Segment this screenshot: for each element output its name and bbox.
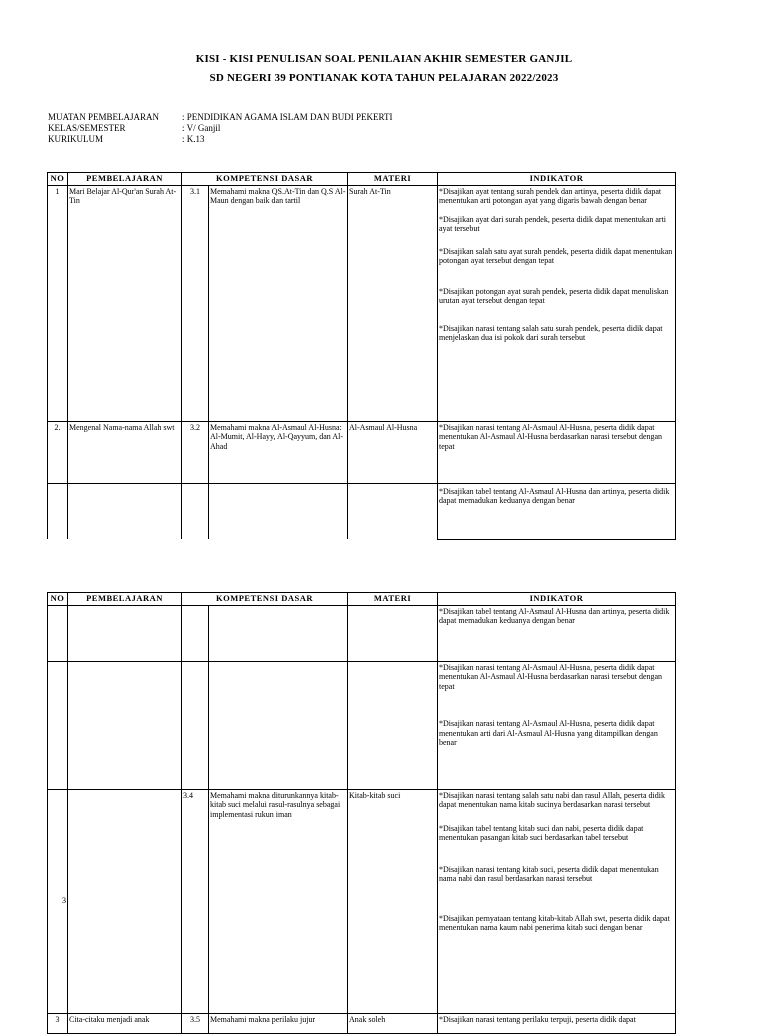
row-materi bbox=[348, 605, 438, 661]
row-kd-number: 3.5 bbox=[182, 1013, 209, 1033]
table-row bbox=[48, 483, 676, 539]
col-header-no: NO bbox=[48, 173, 68, 186]
table-row bbox=[48, 789, 676, 1013]
col-header-pembelajaran: PEMBELAJARAN bbox=[68, 593, 182, 606]
row-indikator bbox=[438, 185, 676, 421]
row-indikator bbox=[438, 789, 676, 1013]
indikator-item: *Disajikan narasi tentang Al-Asmaul Al-Husna, peserta didik dapat menentukan arti dari Al-Asmaul Al-Husna yang ditampilkan dengan benar bbox=[439, 719, 658, 747]
row-kd-number: 3.1 bbox=[182, 185, 209, 421]
row-pembelajaran bbox=[68, 789, 182, 1013]
indikator-item: *Disajikan narasi tentang salah satu nabi dan rasul Allah, peserta didik dapat menentukan nama kitab sucinya berdasarkan narasi tersebut bbox=[439, 790, 665, 809]
table-row bbox=[48, 661, 676, 789]
col-header-kompetensi-dasar: KOMPETENSI DASAR bbox=[182, 593, 348, 606]
table-row bbox=[48, 185, 676, 421]
row-indikator: *Disajikan tabel tentang Al-Asmaul Al-Husna dan artinya, peserta didik dapat memadukan keduanya dengan benar bbox=[438, 605, 676, 661]
row-kompetensi-dasar: Memahami makna diturunkannya kitab-kitab suci melalui rasul-rasulnya sebagai implementasi rukun iman bbox=[209, 789, 348, 1013]
row-materi: Al-Asmaul Al-Husna bbox=[348, 421, 438, 483]
meta-row-muatan: MUATAN PEMBELAJARAN : PENDIDIKAN AGAMA ISLAM DAN BUDI PEKERTI bbox=[48, 112, 393, 122]
meta-row-kelas: KELAS/SEMESTER : V/ Ganjil bbox=[48, 123, 221, 133]
col-header-indikator: INDIKATOR bbox=[438, 173, 676, 186]
table-header-row bbox=[48, 173, 676, 186]
row-kompetensi-dasar: Memahami makna perilaku jujur bbox=[209, 1013, 348, 1033]
row-no: 2. bbox=[48, 421, 68, 483]
table-row bbox=[48, 1013, 676, 1033]
table-row bbox=[48, 605, 676, 661]
row-kompetensi-dasar: Memahami makna Al-Asmaul Al-Husna: Al-Mumit, Al-Hayy, Al-Qayyum, dan Al-Ahad bbox=[209, 421, 348, 483]
row-pembelajaran bbox=[68, 661, 182, 789]
document-title-line2: SD NEGERI 39 PONTIANAK KOTA TAHUN PELAJARAN 2022/2023 bbox=[209, 72, 559, 84]
col-header-materi: MATERI bbox=[348, 593, 438, 606]
row-no: 3 bbox=[48, 1013, 68, 1033]
col-header-no: NO bbox=[48, 593, 68, 606]
col-header-indikator: INDIKATOR bbox=[438, 593, 676, 606]
meta-row-kurikulum: KURIKULUM : K.13 bbox=[48, 134, 205, 144]
table-row bbox=[48, 421, 676, 483]
col-header-kompetensi-dasar: KOMPETENSI DASAR bbox=[182, 173, 348, 186]
indikator-item: *Disajikan narasi tentang salah satu surah pendek, peserta didik dapat menjelaskan dua isi pokok dari surah tersebut bbox=[439, 323, 663, 342]
row-materi: Anak soleh bbox=[348, 1013, 438, 1033]
row-materi bbox=[348, 483, 438, 539]
row-kd-number: 3.2 bbox=[182, 421, 209, 483]
meta-block bbox=[48, 112, 392, 145]
row-pembelajaran bbox=[68, 483, 182, 539]
row-kd-number bbox=[182, 483, 209, 539]
row-no bbox=[48, 789, 68, 1013]
table-header-row bbox=[48, 593, 676, 606]
row-indikator: *Disajikan narasi tentang Al-Asmaul Al-Husna, peserta didik dapat menentukan Al-Asmaul Al-Husna berdasarkan narasi tersebut dengan tepat bbox=[438, 421, 676, 483]
row-pembelajaran: Mengenal Nama-nama Allah swt bbox=[68, 421, 182, 483]
row-no bbox=[48, 661, 68, 789]
row-kompetensi-dasar bbox=[209, 483, 348, 539]
row-no-value: 3 bbox=[62, 896, 66, 906]
indikator-item: *Disajikan ayat tentang surah pendek dan artinya, peserta didik dapat menentukan arti potongan ayat yang digaris bawah dengan benar bbox=[439, 186, 662, 205]
document-title-line1: KISI - KISI PENULISAN SOAL PENILAIAN AKHIR SEMESTER GANJIL bbox=[195, 53, 573, 65]
row-kd-number: 3.4 bbox=[182, 789, 209, 1013]
indikator-item: *Disajikan tabel tentang kitab suci dan nabi, peserta didik dapat menentukan pasangan kitab suci berdasarkan tabel tersebut bbox=[439, 823, 644, 842]
row-indikator bbox=[438, 661, 676, 789]
kisi-table-1 bbox=[47, 172, 676, 540]
col-header-materi: MATERI bbox=[348, 173, 438, 186]
row-kompetensi-dasar bbox=[209, 605, 348, 661]
indikator-item: *Disajikan potongan ayat surah pendek, peserta didik dapat menuliskan urutan ayat tersebut dengan tepat bbox=[439, 286, 669, 305]
row-kompetensi-dasar bbox=[209, 661, 348, 789]
row-kompetensi-dasar: Memahami makna QS.At-Tin dan Q.S Al-Maun dengan baik dan tartil bbox=[209, 185, 348, 421]
row-no bbox=[48, 483, 68, 539]
row-no: 1 bbox=[48, 185, 68, 421]
kisi-table-2 bbox=[47, 592, 676, 1034]
row-pembelajaran: Cita-citaku menjadi anak bbox=[68, 1013, 182, 1033]
row-pembelajaran bbox=[68, 605, 182, 661]
indikator-item: *Disajikan salah satu ayat surah pendek, peserta didik dapat menentukan potongan ayat tersebut dengan tepat bbox=[439, 246, 673, 265]
row-kd-number bbox=[182, 605, 209, 661]
row-indikator bbox=[438, 483, 676, 539]
row-indikator: *Disajikan narasi tentang perilaku terpuji, peserta didik dapat bbox=[438, 1013, 676, 1033]
row-kd-number bbox=[182, 661, 209, 789]
indikator-item: *Disajikan narasi tentang Al-Asmaul Al-Husna, peserta didik dapat menentukan Al-Asmaul Al-Husna berdasarkan narasi tersebut dengan tepat bbox=[439, 662, 663, 691]
col-header-pembelajaran: PEMBELAJARAN bbox=[68, 173, 182, 186]
row-no bbox=[48, 605, 68, 661]
row-materi: Surah At-Tin bbox=[348, 185, 438, 421]
indikator-item: *Disajikan tabel tentang Al-Asmaul Al-Husna dan artinya, peserta didik dapat memadukan keduanya dengan benar bbox=[439, 486, 670, 505]
indikator-item: *Disajikan pernyataan tentang kitab-kitab Allah swt, peserta didik dapat menentukan nama kaum nabi penerima kitab suci dengan benar bbox=[439, 913, 670, 932]
indikator-item: *Disajikan narasi tentang kitab suci, peserta didik dapat menentukan nama nabi dan rasul berdasarkan narasi tersebut bbox=[439, 864, 659, 883]
row-pembelajaran: Mari Belajar Al-Qur'an Surah At-Tin bbox=[68, 185, 182, 421]
indikator-item: *Disajikan ayat dari surah pendek, peserta didik dapat menentukan arti ayat tersebut bbox=[439, 214, 667, 233]
row-materi bbox=[348, 661, 438, 789]
row-materi: Kitab-kitab suci bbox=[348, 789, 438, 1013]
